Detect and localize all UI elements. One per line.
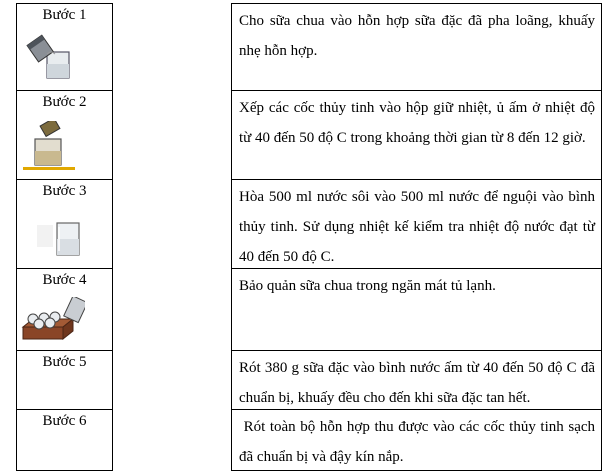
pouring-condensed-milk-icon [21,121,77,173]
step-description: Rót toàn bộ hỗn hợp thu được vào các cốc thủy tinh sạch đã chuẩn bị và đậy kín nắp. [239,419,599,465]
step-label: Bước 4 [42,272,87,288]
step-cell-5 [16,350,113,410]
step-cell-6 [16,409,113,471]
step-description: Hòa 500 ml nước sôi vào 500 ml nước để nguội vào bình thủy tinh. Sử dụng nhiệt kế kiểm tra nhiệt độ nước đạt từ 40 đến 50 độ C. [239,189,595,265]
step-description-cell-1 [231,3,602,91]
step-cell-2 [16,90,113,180]
step-label: Bước 1 [42,7,87,23]
insulated-box-with-cups-icon [19,297,85,345]
step-cell-3 [16,179,113,269]
step-description-cell-4 [231,268,602,351]
step-description: Xếp các cốc thủy tinh vào hộp giữ nhiệt, ủ ấm ở nhiệt độ từ 40 đến 50 độ C trong khoảng thời gian từ 8 đến 12 giờ. [239,100,595,146]
step-description-cell-5 [231,350,602,410]
step-cell-4 [16,268,113,351]
step-description-cell-3 [231,179,602,269]
step-description: Rót 380 g sữa đặc vào bình nước ấm từ 40 đến 50 độ C đã chuẩn bị, khuấy đều cho đến khi sữa đặc tan hết. [239,360,595,406]
step-label: Bước 3 [42,183,87,199]
step-label: Bước 6 [42,413,87,429]
step-description: Bảo quản sữa chua trong ngăn mát tủ lạnh. [239,278,496,294]
glass-jar-icon [37,215,87,261]
step-description-cell-2 [231,90,602,180]
step-description: Cho sữa chua vào hỗn hợp sữa đặc đã pha loãng, khuấy nhẹ hỗn hợp. [239,13,595,59]
step-description-cell-6 [231,409,602,471]
step-cell-1 [16,3,113,91]
step-label: Bước 2 [42,94,87,110]
step-label: Bước 5 [42,354,87,370]
pouring-milk-into-cup-icon [25,32,75,82]
